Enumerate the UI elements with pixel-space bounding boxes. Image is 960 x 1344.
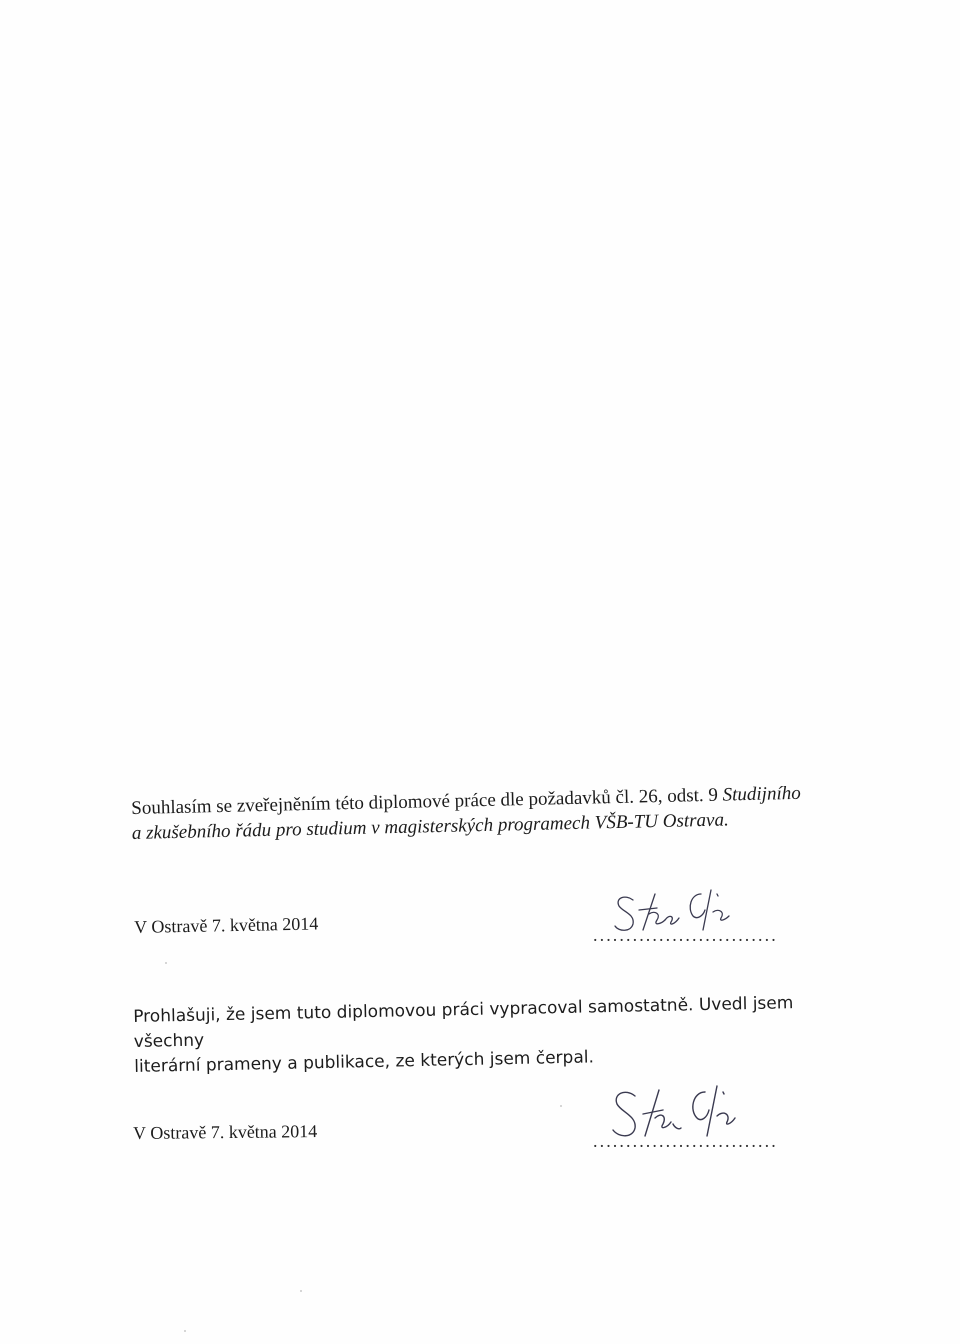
declaration-paragraph	[133, 990, 834, 1080]
declaration-date: V Ostravě 7. května 2014	[133, 1121, 318, 1143]
handwritten-signature-1	[605, 880, 735, 940]
scan-speck	[184, 1330, 186, 1332]
consent-paragraph	[131, 780, 832, 846]
signature-line-1: ............................	[593, 925, 778, 945]
consent-regulation-name: Studijního	[722, 782, 801, 806]
consent-regulation-name-cont: a zkušebního řádu pro studium v magisterských programech VŠB-TU Ostrava.	[131, 809, 729, 844]
consent-text: Souhlasím se zveřejněním této diplomové práce dle požadavků čl. 26, odst. 9	[131, 784, 723, 819]
scan-speck	[165, 962, 167, 964]
handwritten-signature-2	[605, 1080, 740, 1146]
declaration-line-1: Prohlašuji, že jsem tuto diplomovou práci vypracoval samostatně. Uvedl jsem všechny	[133, 993, 794, 1052]
scan-speck	[560, 1105, 562, 1107]
signature-line-2: ............................	[593, 1131, 778, 1151]
consent-date: V Ostravě 7. května 2014	[134, 913, 319, 937]
scan-speck	[300, 1290, 302, 1292]
declaration-line-2: literární prameny a publikace, ze kterých jsem čerpal.	[134, 1047, 595, 1077]
